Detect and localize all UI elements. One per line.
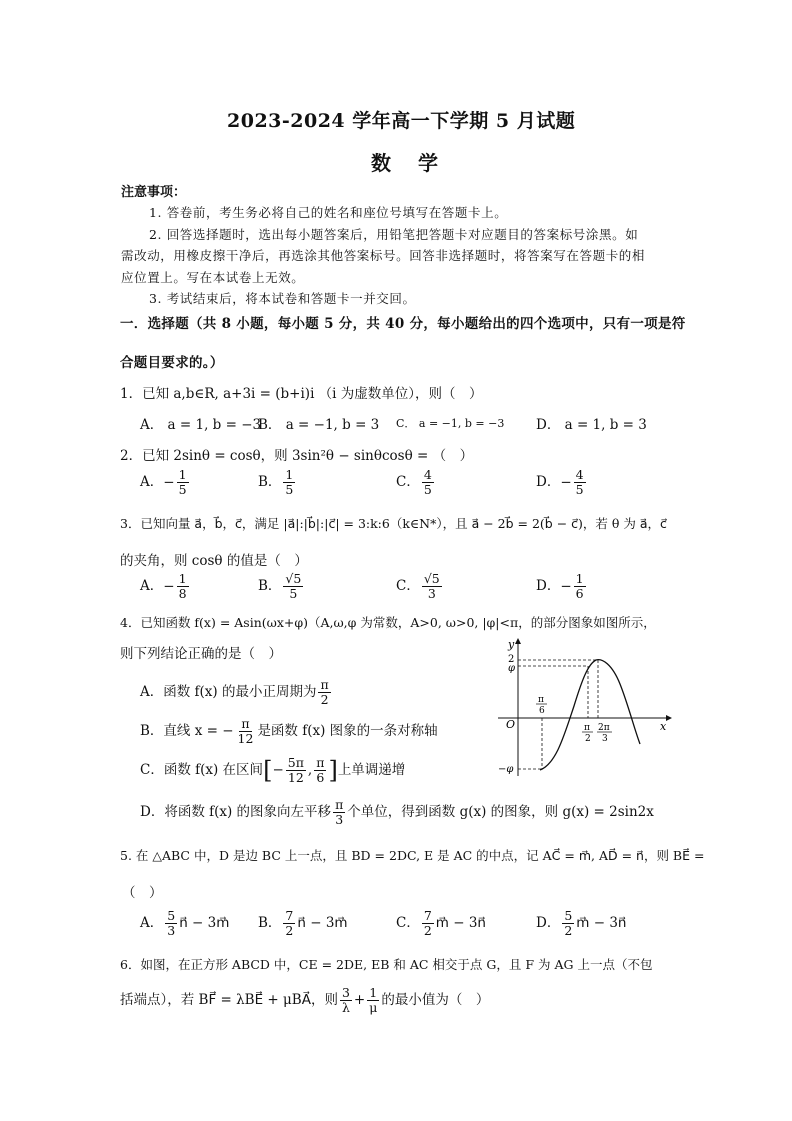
question-4-option-c: C．函数 f(x) 在区间[− $\frac{5\pi}{12}$ , $\frac{\pi}{6}$ ]上单调递增 [140, 755, 406, 785]
denominator: 2 [320, 691, 329, 707]
phi-mark: φ [508, 663, 516, 674]
fraction [283, 909, 295, 938]
stem-text: 括端点），若 BF⃗ = λBE⃗ + μBA⃗，则 [120, 991, 338, 1008]
sine-curve [540, 660, 640, 770]
question-2-stem: 2．已知 2sinθ = cosθ，则 3sin²θ − sinθcosθ = （ ） [120, 448, 474, 464]
fraction [283, 468, 295, 497]
question-3-option-b [258, 572, 305, 601]
section-heading-cont: 合题目要求的。） [120, 355, 224, 371]
question-1-stem: 1．已知 a,b∈R, a+3i = (b+i)i （i 为虚数单位），则（ ） [120, 386, 483, 402]
question-5-stem: 5. 在 △ABC 中，D 是边 BC 上一点，且 BD = 2DC, E 是 AC 的中点，记 AC⃗ = m⃗, AD⃗ = n⃗，则 BE⃗ = [120, 848, 705, 863]
fraction [574, 468, 586, 497]
question-4-option-b [140, 717, 438, 746]
option-text-end: 是函数 f(x) 图象的一条对称轴 [257, 722, 438, 739]
fraction [165, 909, 177, 938]
question-4-stem-cont: 则下列结论正确的是（ ） [120, 646, 282, 662]
2pi3-den: 3 [602, 734, 608, 744]
numerator: 3 [341, 985, 350, 1000]
2pi3-num: 2π [598, 723, 610, 733]
question-1-option-d: D． a = 1, b = 3 [536, 417, 647, 433]
neg-phi-mark: −φ [498, 764, 514, 775]
y-axis-arrow [515, 638, 521, 644]
x-axis-arrow [666, 715, 672, 721]
minus-sign: − [560, 578, 572, 595]
numerator: 1 [575, 571, 584, 586]
numerator: 1 [369, 985, 378, 1000]
fraction [177, 468, 189, 497]
pi6-num: π [538, 695, 544, 705]
question-3-stem: 3．已知向量 a⃗，b⃗，c⃗，满足 |a⃗|:|b⃗|:|c⃗| = 3:k:6（k∈N*），且 a⃗ − 2b⃗ = 2(b⃗ − c⃗)，若 θ 为 a⃗，c⃗ [120, 516, 667, 531]
denominator: 12 [237, 730, 254, 746]
stem-text-end: 的最小值为（ ） [381, 991, 490, 1008]
pi6-den: 6 [539, 706, 545, 716]
option-text-end: m⃗ − 3n⃗ [435, 914, 486, 931]
option-label: C． [396, 473, 420, 490]
minus-sign: − [163, 578, 175, 595]
fraction [574, 572, 586, 601]
numerator: 5 [564, 908, 573, 923]
numerator: 5 [167, 908, 176, 923]
y-label: y [508, 638, 515, 651]
denominator: 2 [423, 922, 432, 938]
denominator: 2 [285, 922, 294, 938]
pi2-num: π [584, 723, 590, 733]
question-3-stem-cont: 的夹角，则 cosθ 的值是（ ） [120, 553, 308, 569]
numerator: 4 [575, 467, 584, 482]
question-2-option-a [140, 468, 191, 497]
numerator: π [320, 677, 329, 692]
minus-sign: − [163, 474, 175, 491]
fraction [177, 572, 189, 601]
page-title: 2023-2024 学年高一下学期 5 月试题 [227, 110, 576, 132]
denominator: 6 [316, 769, 325, 785]
option-label: A． [140, 914, 164, 931]
question-3-option-d [536, 572, 588, 601]
denominator: λ [341, 999, 350, 1015]
minus-sign: − [560, 474, 572, 491]
option-label: A． [140, 473, 164, 490]
denominator: 12 [287, 769, 304, 785]
question-3-option-a [140, 572, 191, 601]
denominator: 2 [564, 922, 573, 938]
option-label: D． [536, 914, 561, 931]
denominator: 5 [575, 481, 584, 497]
option-label: D． [536, 577, 561, 594]
note-item-3: 3. 考试结束后，将本试卷和答题卡一并交回。 [149, 291, 416, 306]
option-text-end: n⃗ − 3m⃗ [297, 914, 348, 931]
denominator: 6 [575, 585, 584, 601]
numerator: 5π [287, 755, 304, 770]
note-item-2: 2. 回答选择题时，选出每小题答案后，用铅笔把答题卡对应题目的答案标号涂黑。如 [149, 227, 639, 242]
pi2-den: 2 [585, 734, 591, 744]
numerator: √5 [423, 571, 440, 586]
fraction [367, 986, 379, 1015]
option-text-end: 上单调递增 [337, 761, 406, 778]
fraction [333, 798, 345, 827]
question-5-option-a [140, 909, 229, 938]
question-5-stem-cont: （ ） [122, 885, 163, 901]
fraction [314, 756, 326, 785]
question-4-option-d [140, 798, 654, 827]
fraction [340, 986, 352, 1015]
fraction [236, 717, 256, 746]
question-5-option-c [396, 909, 486, 938]
denominator: 5 [178, 481, 187, 497]
question-1-option-a: A． a = 1, b = −3 [140, 417, 262, 433]
question-4-option-a [140, 678, 333, 707]
denominator: 8 [178, 585, 187, 601]
question-5-option-d [536, 909, 626, 938]
question-3-option-c [396, 572, 444, 601]
denominator: 3 [167, 922, 176, 938]
numerator: π [316, 755, 325, 770]
option-text: B．直线 x = − [140, 722, 234, 739]
question-6-stem: 6．如图，在正方形 ABCD 中，CE = 2DE, EB 和 AC 相交于点 G，且 F 为 AG 上一点（不包 [120, 957, 653, 972]
option-label: D． [536, 473, 561, 490]
option-label: A． [140, 577, 164, 594]
option-label: B． [258, 577, 282, 594]
question-2-option-b [258, 468, 297, 497]
plus-sign: + [353, 991, 366, 1008]
numerator: 7 [423, 908, 432, 923]
numerator: 1 [178, 467, 187, 482]
numerator: 1 [178, 571, 187, 586]
denominator: 5 [285, 481, 294, 497]
option-text: C．函数 f(x) 在区间 [140, 761, 264, 778]
option-label: B． [258, 473, 282, 490]
denominator: μ [369, 999, 378, 1015]
origin-label: O [506, 718, 516, 731]
numerator: √5 [285, 571, 302, 586]
x-label: x [660, 720, 667, 733]
numerator: 4 [423, 467, 432, 482]
option-text: A．函数 f(x) 的最小正周期为 [140, 683, 317, 700]
fraction [283, 572, 303, 601]
question-5-option-b [258, 909, 348, 938]
fraction [318, 678, 330, 707]
option-label: C． [396, 914, 420, 931]
option-text-end: n⃗ − 3m⃗ [179, 914, 230, 931]
fraction [422, 468, 434, 497]
fraction [422, 909, 434, 938]
denominator: 3 [335, 811, 344, 827]
numerator: π [335, 797, 344, 812]
note-item-2-cont2: 应位置上。写在本试卷上无效。 [121, 270, 305, 285]
denominator: 5 [289, 585, 298, 601]
fraction [562, 909, 574, 938]
note-item-2-cont: 需改动，用橡皮擦干净后，再选涂其他答案标号。回答非选择题时，将答案写在答题卡的相 [121, 248, 646, 263]
numerator: 1 [285, 467, 294, 482]
option-text-end: m⃗ − 3n⃗ [576, 914, 627, 931]
option-label: C． [396, 577, 420, 594]
numerator: π [241, 716, 250, 731]
numerator: 7 [285, 908, 294, 923]
top-mark: 2 [508, 654, 515, 665]
section-heading: 一．选择题（共 8 小题，每小题 5 分，共 40 分，每小题给出的四个选项中，只有一项是符 [120, 316, 686, 332]
question-1-option-b: B． a = −1, b = 3 [258, 417, 380, 433]
question-1-option-c: C． a = −1, b = −3 [396, 417, 505, 430]
option-text: D．将函数 f(x) 的图象向左平移 [140, 803, 332, 820]
option-label: B． [258, 914, 282, 931]
fraction [422, 572, 442, 601]
question-2-option-c [396, 468, 436, 497]
question-6-stem-cont [120, 986, 489, 1015]
question-2-option-d [536, 468, 588, 497]
denominator: 3 [427, 585, 436, 601]
denominator: 5 [423, 481, 432, 497]
question-4-stem: 4．已知函数 f(x) = Asin(ωx+φ)（A,ω,φ 为常数，A>0, ω>0, |φ|<π，的部分图象如图所示， [120, 615, 656, 630]
option-text-end: 个单位，得到函数 g(x) 的图象，则 g(x) = 2sin2x [347, 803, 654, 820]
function-graph [494, 636, 674, 778]
fraction [286, 756, 306, 785]
notes-heading: 注意事项： [121, 185, 187, 200]
subject-title: 数 学 [371, 151, 448, 175]
note-item-1: 1. 答卷前，考生务必将自己的姓名和座位号填写在答题卡上。 [149, 205, 508, 220]
